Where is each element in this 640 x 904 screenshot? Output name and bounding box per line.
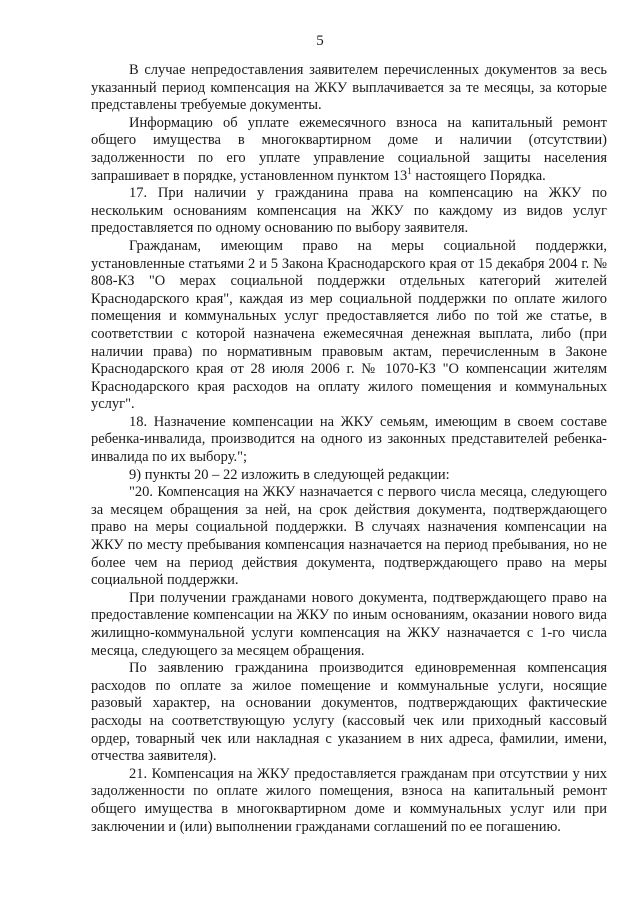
- document-body: [91, 62, 607, 836]
- paragraph-capital-repair-text: Информацию об уплате ежемесячного взноса на капитальный ремонт общего имущества в многоквартирном доме и наличии (отсутствии) задолженности по его уплате управление социальной защиты населения запрашивает в порядке, установленном пунктом 13: [91, 114, 607, 184]
- page-number: 5: [316, 33, 324, 49]
- paragraph-new-document: При получении гражданами нового документа, подтверждающего право на предоставление компенсации на ЖКУ по иным основаниям, оказании нового вида жилищно-коммунальной услуги компенсация на ЖКУ назначается с 1-го числа месяца, следующего за месяцем обращения.: [91, 589, 607, 659]
- paragraph-clause-17: 17. При наличии у гражданина права на компенсацию на ЖКУ по нескольким основаниям компенсация на ЖКУ по каждому из видов услуг предоставляется по одному основанию по выбору заявителя.: [91, 185, 607, 237]
- paragraph-amendment-9: 9) пункты 20 – 22 изложить в следующей редакции:: [129, 466, 450, 483]
- paragraph-clause-20: "20. Компенсация на ЖКУ назначается с первого числа месяца, следующего за месяцем обращения за ней, на срок действия документа, подтверждающего право на меры социальной поддержки. В случаях назначения компенсации на ЖКУ по месту пребывания компенсация назначается на период пребывания, но не более чем на период действия документа, подтверждающего право на меры социальной поддержки.: [91, 484, 607, 589]
- paragraph-capital-repair-info: [91, 115, 607, 185]
- paragraph-social-support-law: Гражданам, имеющим право на меры социальной поддержки, установленные статьями 2 и 5 Закона Краснодарского края от 15 декабря 2004 г. № 808-КЗ "О мерах социальной поддержки отдельных категорий жителей Краснодарского края", каждая из мер социальной поддержки по оплате жилого помещения и коммунальных услуг предоставляется либо по той же статье, в соответствии с которой назначена ежемесячная денежная выплата, либо (при наличии права) по нормативным правовым актам, перечисленным в Законе Краснодарского края от 28 июля 2006 г. № 1070-КЗ "О компенсации жителям Краснодарского края расходов на оплату жилого помещения и коммунальных услуг".: [91, 237, 607, 413]
- paragraph-clause-18: 18. Назначение компенсации на ЖКУ семьям, имеющим в своем составе ребенка-инвалида, производится на одного из законных представителей ребенка-инвалида по их выбору.";: [91, 413, 607, 466]
- paragraph-capital-repair-tail: настоящего Порядка.: [411, 167, 546, 184]
- superscript-reference: 1: [407, 165, 412, 176]
- paragraph-one-time-compensation: По заявлению гражданина производится единовременная компенсация расходов по оплате за жилое помещение и коммунальные услуги, носящие разовый характер, на основании документов, подтверждающих фактические расходы на соответствующую услугу (кассовый чек или приходный кассовый ордер, товарный чек или накладная с указанием в них адреса, фамилии, имени, отчества заявителя).: [91, 660, 607, 765]
- paragraph-clause-21: 21. Компенсация на ЖКУ предоставляется гражданам при отсутствии у них задолженности по оплате жилого помещения, взноса на капитальный ремонт общего имущества в многоквартирном доме и коммунальных услуг или при заключении и (или) выполнении гражданами соглашений по ее погашению.: [91, 765, 607, 835]
- paragraph-missing-documents: В случае непредоставления заявителем перечисленных документов за весь указанный период компенсация на ЖКУ выплачивается за те месяцы, за которые представлены требуемые документы.: [91, 62, 607, 114]
